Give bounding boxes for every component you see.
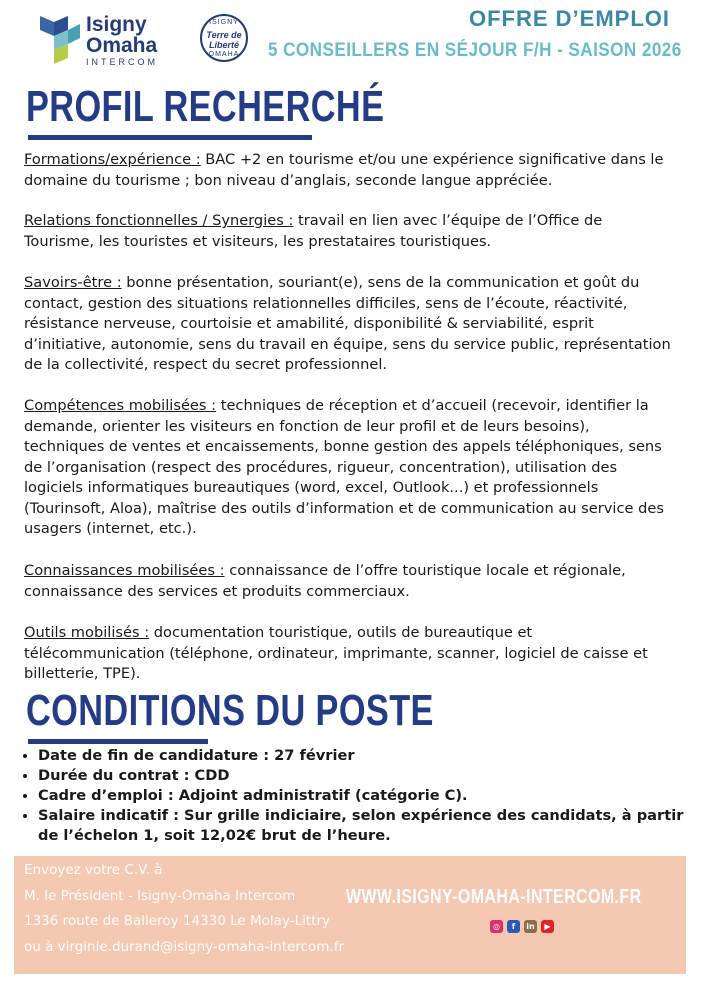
- section-relations: [24, 211, 674, 252]
- section-label: Relations fonctionnelles / Synergies :: [24, 212, 294, 229]
- badge-top-text: ISIGNY: [209, 19, 239, 26]
- intercom-logo: [40, 14, 180, 70]
- section-text: connaissance de l’offre touristique locale et régionale, connaissance des services et produits commerciaux.: [24, 562, 626, 600]
- website-link[interactable]: WWW.ISIGNY-OMAHA-INTERCOM.FR: [346, 886, 642, 908]
- condition-item: • Durée du contrat : CDD: [38, 766, 688, 786]
- section-label: Compétences mobilisées :: [24, 397, 217, 414]
- conditions-heading-underline: [28, 739, 208, 744]
- contact-email[interactable]: ou à virginie.durand@isigny-omaha-intercom.fr: [24, 938, 345, 955]
- social-icons: [490, 920, 554, 933]
- condition-item: • Date de fin de candidature : 27 février: [38, 746, 688, 766]
- linkedin-icon[interactable]: in: [524, 920, 537, 933]
- conditions-list: [18, 746, 688, 846]
- instagram-icon[interactable]: ◎: [490, 920, 503, 933]
- section-connaissances: [24, 561, 674, 602]
- contact-footer: [14, 856, 686, 974]
- profil-heading: PROFIL RECHERCHÉ: [26, 82, 385, 131]
- contact-line: M. le Président - Isigny-Omaha Intercom: [24, 887, 296, 904]
- conditions-heading: CONDITIONS DU POSTE: [26, 686, 434, 735]
- section-savoirs-etre: [24, 273, 674, 376]
- section-text: bonne présentation, souriant(e), sens de la communication et goût du contact, gestion des situations relationnelles difficiles, sens de l’écoute, réactivité, résistance nerveuse, courtoisie et amabilité, disponibilité & serviabilité, esprit d’initiative, autonomie, sens du travail en équipe, sens du service public, représentation de la collectivité, respect du secret professionnel.: [24, 274, 671, 373]
- offer-subtitle: 5 CONSEILLERS EN SÉJOUR F/H - SAISON 2026: [268, 40, 682, 61]
- badge-bottom-text: OMAHA: [208, 51, 240, 58]
- logo-line-2: Omaha: [86, 34, 158, 57]
- badge-middle-text: Terre de Liberté: [206, 30, 242, 50]
- section-formations: [24, 150, 674, 191]
- section-outils: [24, 623, 674, 685]
- section-text: travail en lien avec l’équipe de l’Office de Tourisme, les touristes et visiteurs, les prestataires touristiques.: [24, 212, 603, 250]
- logo-line-1: Isigny: [86, 13, 147, 36]
- section-text: techniques de réception et d’accueil (recevoir, identifier la demande, orienter les visiteurs en fonction de leur profil et de leurs besoins), techniques de ventes et encaissements, bonne gestion des appels téléphoniques, sens de l’organisation (respect des procédures, rigueur, concentration), utilisation des logiciels informatiques bureautiques (word, excel, Outlook...) et professionnels (Tourinsoft, Aloa), maîtrise des outils d’information et de communication au service des usagers (internet, etc.).: [24, 397, 664, 537]
- offer-title: OFFRE D’EMPLOI: [469, 6, 670, 31]
- section-text: documentation touristique, outils de bureautique et télécommunication (téléphone, ordinateur, imprimante, scanner, logiciel de caisse et billetterie, TPE).: [24, 624, 648, 682]
- logo-line-3: INTERCOM: [86, 57, 158, 67]
- section-label: Connaissances mobilisées :: [24, 562, 225, 579]
- section-competences: [24, 396, 674, 540]
- condition-item: • Salaire indicatif : Sur grille indiciaire, selon expérience des candidats, à partir de l’échelon 1, soit 12,02€ brut de l’heure.: [38, 806, 688, 846]
- youtube-icon[interactable]: ▶: [541, 920, 554, 933]
- contact-address: [24, 858, 344, 960]
- contact-line: Envoyez votre C.V. à: [24, 862, 163, 878]
- condition-item: • Cadre d’emploi : Adjoint administratif (catégorie C).: [38, 786, 688, 806]
- logo-mark-icon: [40, 16, 80, 64]
- section-label: Formations/expérience :: [24, 151, 201, 168]
- section-label: Outils mobilisés :: [24, 624, 150, 641]
- profil-heading-underline: [28, 135, 312, 140]
- section-text: BAC +2 en tourisme et/ou une expérience significative dans le domaine du tourisme ; bon niveau d’anglais, seconde langue appréciée.: [24, 151, 664, 189]
- terre-de-liberte-badge: [200, 14, 248, 62]
- section-label: Savoirs-être :: [24, 274, 122, 291]
- contact-line: 1336 route de Balleroy 14330 Le Molay-Littry: [24, 913, 330, 929]
- facebook-icon[interactable]: f: [507, 920, 520, 933]
